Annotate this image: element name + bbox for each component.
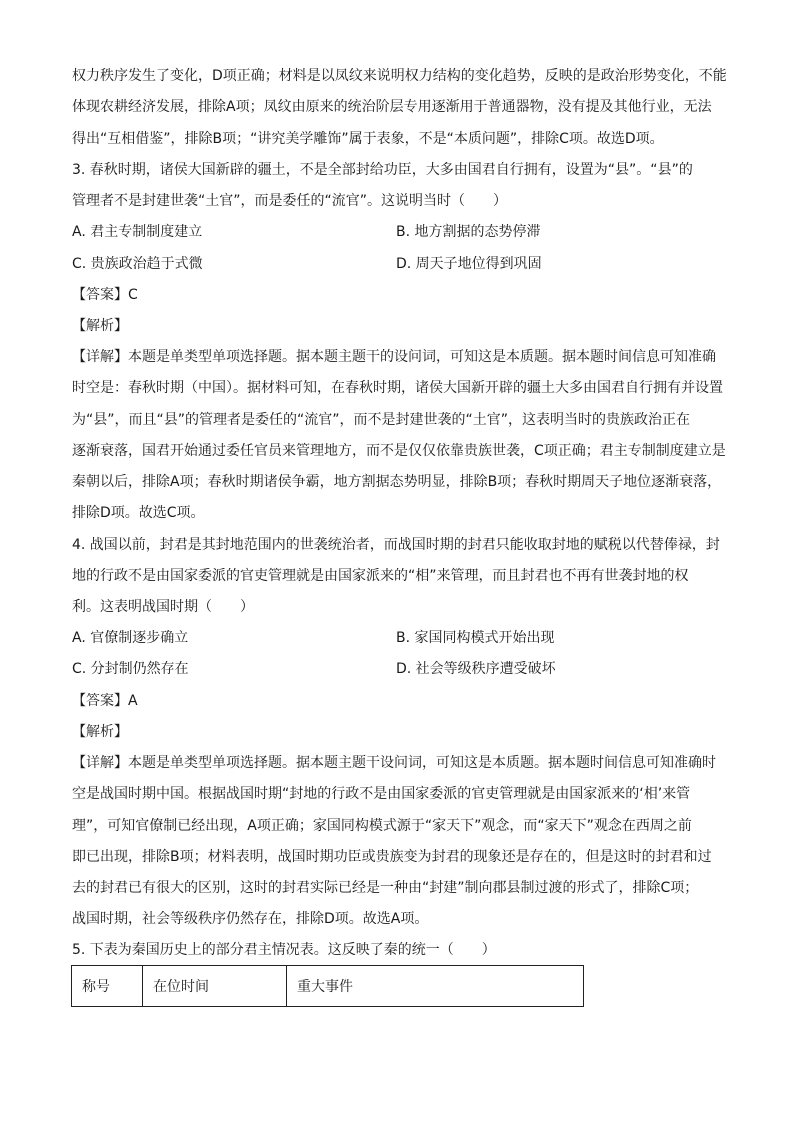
question-3-answer: 【答案】C <box>72 287 138 303</box>
question-3-explanation: 排除D项。故选C项。 <box>72 505 205 521</box>
question-4-option-d: D. 社会等级秩序遭受破坏 <box>396 661 556 677</box>
text-line: 权力秩序发生了变化，D项正确；材料是以凤纹来说明权力结构的变化趋势，反映的是政治形势变化，不能 <box>72 68 727 84</box>
text-line: 体现农耕经济发展，排除A项；凤纹由原来的统治阶层专用逐渐用于普通器物，没有提及其他行业，无法 <box>72 99 712 115</box>
question-4-stem: 地的行政不是由国家委派的官吏管理就是由国家派来的“相”来管理，而且封君也不再有世袭封地的权 <box>72 568 689 584</box>
question-3-analysis-heading: 【解析】 <box>72 318 128 334</box>
table-header-cell: 称号 <box>72 966 143 1007</box>
table-header-cell: 重大事件 <box>287 966 584 1007</box>
ruler-table <box>71 965 584 1007</box>
question-4-explanation: 即已出现，排除B项；材料表明，战国时期功臣或贵族变为封君的现象还是存在的，但是这时的封君和过 <box>72 849 712 865</box>
question-4-answer: 【答案】A <box>72 693 138 709</box>
question-4-stem: 利。这表明战国时期（ ） <box>72 599 254 615</box>
question-3-explanation: 为“县”，而且“县”的管理者是委任的“流官”，而不是封建世袭的“土官”，这表明当时的贵族政治正在 <box>72 412 691 428</box>
question-4-option-b: B. 家国同构模式开始出现 <box>396 630 555 646</box>
question-4-option-a: A. 官僚制逐步确立 <box>72 630 189 646</box>
table-header-cell: 在位时间 <box>143 966 287 1007</box>
question-5-stem: 5. 下表为秦国历史上的部分君主情况表。这反映了秦的统一（ ） <box>72 942 496 958</box>
question-4-explanation: 去的封君已有很大的区别，这时的封君实际已经是一种由“封建”制向郡县制过渡的形式了，排除C项； <box>72 880 699 896</box>
question-3-option-b: B. 地方割据的态势停滞 <box>396 224 541 240</box>
question-4-stem: 4. 战国以前，封君是其封地范围内的世袭统治者，而战国时期的封君只能收取封地的赋税以代替俸禄，封 <box>72 537 720 553</box>
question-3-explanation: 逐渐衰落，国君开始通过委任官员来管理地方，而不是仅仅依靠贵族世袭，C项正确；君主专制制度建立是 <box>72 443 726 459</box>
question-4-explanation: 理”，可知官僚制已经出现，A项正确；家国同构模式源于“家天下”观念，而“家天下”观念在西周之前 <box>72 818 692 834</box>
question-3-option-d: D. 周天子地位得到巩固 <box>396 256 542 272</box>
question-4-explanation: 【详解】本题是单类型单项选择题。据本题主题干设问词，可知这是本质题。据本题时间信息可知准确时 <box>72 755 716 771</box>
question-3-explanation: 时空是：春秋时期（中国）。据材料可知，在春秋时期，诸侯大国新开辟的疆土大多由国君自行拥有并设置 <box>72 380 723 396</box>
question-4-explanation: 战国时期，社会等级秩序仍然存在，排除D项。故选A项。 <box>72 911 429 927</box>
question-3-option-c: C. 贵族政治趋于式微 <box>72 256 203 272</box>
question-4-analysis-heading: 【解析】 <box>72 724 128 740</box>
question-3-explanation: 【详解】本题是单类型单项选择题。据本题主题干的设问词，可知这是本质题。据本题时间信息可知准确 <box>72 349 716 365</box>
question-3-option-a: A. 君主专制制度建立 <box>72 224 203 240</box>
table-header-row <box>72 966 584 1007</box>
question-4-explanation: 空是战国时期中国。根据战国时期“封地的行政不是由国家委派的官吏管理就是由国家派来的‘相’来管 <box>72 786 691 802</box>
text-line: 得出“互相借鉴”，排除B项；“讲究美学雕饰”属于表象，不是“本质问题”，排除C项。故选D项。 <box>72 131 664 147</box>
question-3-stem: 3. 春秋时期，诸侯大国新辟的疆土，不是全部封给功臣，大多由国君自行拥有，设置为“县”。“县”的 <box>72 162 693 178</box>
question-3-explanation: 秦朝以后，排除A项；春秋时期诸侯争霸，地方割据态势明显，排除B项；春秋时期周天子地位逐渐衰落， <box>72 474 722 490</box>
question-4-option-c: C. 分封制仍然存在 <box>72 661 189 677</box>
question-3-stem: 管理者不是封建世袭“土官”，而是委任的“流官”。这说明当时（ ） <box>72 193 508 209</box>
